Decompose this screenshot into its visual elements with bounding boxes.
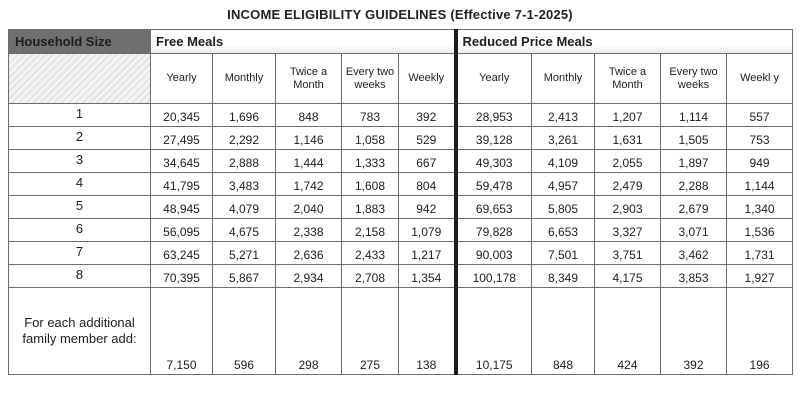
table-row: [9, 173, 793, 196]
free-weekly-cell: 529: [399, 127, 456, 150]
free-monthly-cell: 2,888: [213, 150, 276, 173]
free-twice-month-cell: 2,636: [276, 242, 342, 265]
household-size-cell: 7: [9, 242, 151, 265]
table-row: [9, 127, 793, 150]
table-row: [9, 196, 793, 219]
reduced-twice-month-cell: 4,175: [595, 265, 661, 288]
reduced-col-every-two-weeks: Every two weeks: [661, 54, 727, 104]
free-twice-month-cell: 1,742: [276, 173, 342, 196]
free-yearly-cell: 20,345: [151, 104, 213, 127]
reduced-meals-header: Reduced Price Meals: [456, 30, 793, 54]
household-size-cell: 5: [9, 196, 151, 219]
reduced-every-two-weeks-cell: 3,853: [661, 265, 727, 288]
page-title: INCOME ELIGIBILITY GUIDELINES (Effective 7-1-2025): [227, 7, 573, 22]
reduced-yearly-cell: 100,178: [456, 265, 532, 288]
additional-reduced-every-two-weeks: 392: [661, 288, 727, 375]
free-weekly-cell: 1,079: [399, 219, 456, 242]
free-col-twice-month: Twice a Month: [276, 54, 342, 104]
free-every-two-weeks-cell: 2,433: [342, 242, 399, 265]
reduced-monthly-cell: 7,501: [532, 242, 595, 265]
free-every-two-weeks-cell: 1,608: [342, 173, 399, 196]
additional-member-label: For each additional family member add:: [9, 288, 151, 375]
reduced-weekly-cell: 1,536: [727, 219, 793, 242]
free-yearly-cell: 70,395: [151, 265, 213, 288]
reduced-every-two-weeks-cell: 2,679: [661, 196, 727, 219]
household-size-cell: 4: [9, 173, 151, 196]
reduced-every-two-weeks-cell: 1,505: [661, 127, 727, 150]
free-col-weekly: Weekly: [399, 54, 456, 104]
additional-free-every-two-weeks: 275: [342, 288, 399, 375]
additional-free-yearly: 7,150: [151, 288, 213, 375]
free-every-two-weeks-cell: 1,058: [342, 127, 399, 150]
table-row: [9, 242, 793, 265]
additional-member-row: [9, 288, 793, 375]
household-size-cell: 8: [9, 265, 151, 288]
free-weekly-cell: 392: [399, 104, 456, 127]
household-size-cell: 3: [9, 150, 151, 173]
free-monthly-cell: 3,483: [213, 173, 276, 196]
free-monthly-cell: 5,867: [213, 265, 276, 288]
free-every-two-weeks-cell: 1,333: [342, 150, 399, 173]
household-size-cell: 1: [9, 104, 151, 127]
free-col-every-two-weeks: Every two weeks: [342, 54, 399, 104]
free-twice-month-cell: 2,934: [276, 265, 342, 288]
free-yearly-cell: 56,095: [151, 219, 213, 242]
blank-header-cell: [9, 54, 151, 104]
table-row: [9, 150, 793, 173]
reduced-yearly-cell: 28,953: [456, 104, 532, 127]
free-yearly-cell: 27,495: [151, 127, 213, 150]
reduced-every-two-weeks-cell: 1,114: [661, 104, 727, 127]
additional-reduced-twice-month: 424: [595, 288, 661, 375]
free-every-two-weeks-cell: 1,883: [342, 196, 399, 219]
free-monthly-cell: 4,079: [213, 196, 276, 219]
group-header-row: [9, 30, 793, 54]
reduced-weekly-cell: 1,731: [727, 242, 793, 265]
reduced-twice-month-cell: 3,327: [595, 219, 661, 242]
reduced-twice-month-cell: 2,479: [595, 173, 661, 196]
reduced-every-two-weeks-cell: 1,897: [661, 150, 727, 173]
free-meals-header: Free Meals: [151, 30, 456, 54]
reduced-weekly-cell: 1,927: [727, 265, 793, 288]
free-twice-month-cell: 1,444: [276, 150, 342, 173]
additional-reduced-monthly: 848: [532, 288, 595, 375]
reduced-weekly-cell: 1,144: [727, 173, 793, 196]
reduced-yearly-cell: 90,003: [456, 242, 532, 265]
reduced-monthly-cell: 4,109: [532, 150, 595, 173]
free-monthly-cell: 4,675: [213, 219, 276, 242]
free-weekly-cell: 1,354: [399, 265, 456, 288]
free-monthly-cell: 1,696: [213, 104, 276, 127]
table-row: [9, 265, 793, 288]
free-twice-month-cell: 1,146: [276, 127, 342, 150]
household-size-header: Household Size: [9, 30, 151, 54]
free-weekly-cell: 804: [399, 173, 456, 196]
household-size-cell: 6: [9, 219, 151, 242]
reduced-weekly-cell: 753: [727, 127, 793, 150]
additional-free-twice-month: 298: [276, 288, 342, 375]
reduced-monthly-cell: 6,653: [532, 219, 595, 242]
reduced-monthly-cell: 2,413: [532, 104, 595, 127]
reduced-col-monthly: Monthly: [532, 54, 595, 104]
table-row: [9, 104, 793, 127]
table-row: [9, 219, 793, 242]
free-every-two-weeks-cell: 2,158: [342, 219, 399, 242]
reduced-yearly-cell: 49,303: [456, 150, 532, 173]
additional-reduced-yearly: 10,175: [456, 288, 532, 375]
reduced-monthly-cell: 8,349: [532, 265, 595, 288]
reduced-weekly-cell: 557: [727, 104, 793, 127]
household-size-cell: 2: [9, 127, 151, 150]
reduced-yearly-cell: 69,653: [456, 196, 532, 219]
reduced-twice-month-cell: 1,631: [595, 127, 661, 150]
reduced-col-twice-month: Twice a Month: [595, 54, 661, 104]
reduced-col-yearly: Yearly: [456, 54, 532, 104]
reduced-yearly-cell: 39,128: [456, 127, 532, 150]
reduced-twice-month-cell: 2,903: [595, 196, 661, 219]
reduced-monthly-cell: 3,261: [532, 127, 595, 150]
free-col-monthly: Monthly: [213, 54, 276, 104]
reduced-yearly-cell: 59,478: [456, 173, 532, 196]
additional-free-weekly: 138: [399, 288, 456, 375]
reduced-every-two-weeks-cell: 3,462: [661, 242, 727, 265]
free-col-yearly: Yearly: [151, 54, 213, 104]
free-weekly-cell: 1,217: [399, 242, 456, 265]
free-every-two-weeks-cell: 783: [342, 104, 399, 127]
reduced-col-weekly: Weekl y: [727, 54, 793, 104]
reduced-weekly-cell: 949: [727, 150, 793, 173]
free-yearly-cell: 34,645: [151, 150, 213, 173]
free-twice-month-cell: 2,338: [276, 219, 342, 242]
free-weekly-cell: 667: [399, 150, 456, 173]
reduced-every-two-weeks-cell: 2,288: [661, 173, 727, 196]
additional-reduced-weekly: 196: [727, 288, 793, 375]
free-yearly-cell: 63,245: [151, 242, 213, 265]
free-monthly-cell: 5,271: [213, 242, 276, 265]
reduced-twice-month-cell: 2,055: [595, 150, 661, 173]
free-yearly-cell: 41,795: [151, 173, 213, 196]
column-header-row: [9, 54, 793, 104]
reduced-every-two-weeks-cell: 3,071: [661, 219, 727, 242]
reduced-monthly-cell: 5,805: [532, 196, 595, 219]
free-every-two-weeks-cell: 2,708: [342, 265, 399, 288]
reduced-twice-month-cell: 1,207: [595, 104, 661, 127]
income-eligibility-table: [8, 29, 793, 375]
free-weekly-cell: 942: [399, 196, 456, 219]
reduced-monthly-cell: 4,957: [532, 173, 595, 196]
free-twice-month-cell: 848: [276, 104, 342, 127]
additional-free-monthly: 596: [213, 288, 276, 375]
free-twice-month-cell: 2,040: [276, 196, 342, 219]
reduced-twice-month-cell: 3,751: [595, 242, 661, 265]
reduced-yearly-cell: 79,828: [456, 219, 532, 242]
free-monthly-cell: 2,292: [213, 127, 276, 150]
reduced-weekly-cell: 1,340: [727, 196, 793, 219]
free-yearly-cell: 48,945: [151, 196, 213, 219]
